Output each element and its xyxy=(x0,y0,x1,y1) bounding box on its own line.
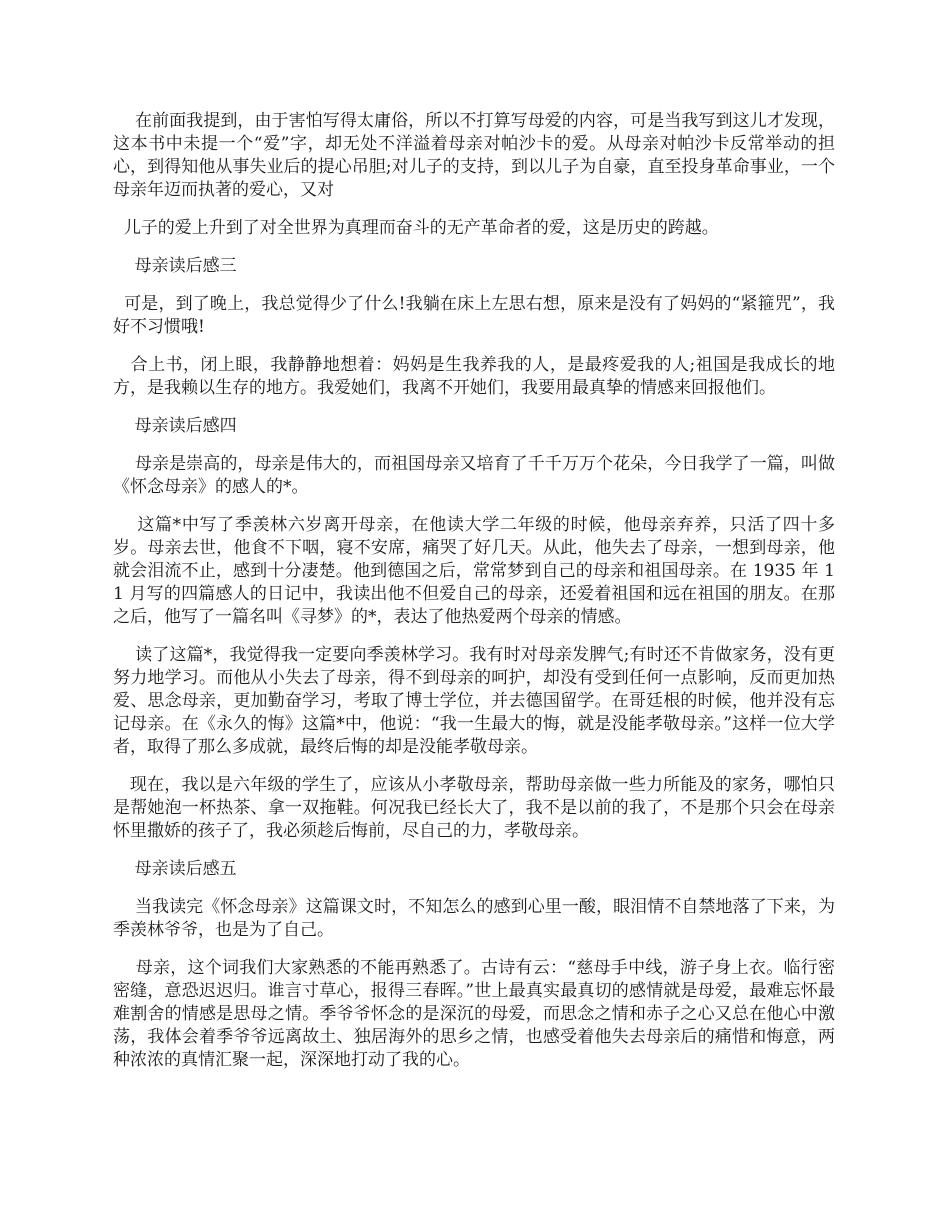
paragraph-2: 儿子的爱上升到了对全世界为真理而奋斗的无产革命者的爱，这是历史的跨越。 xyxy=(113,218,719,238)
paragraph-6: 这篇*中写了季羡林六岁离开母亲，在他读大学二年级的时候，他母亲弃养，只活了四十多岁。母亲去世，他食不下咽，寝不安席，痛哭了好几天。从此，他失去了母亲，一想到母亲，他就会泪流不止，感到十分凄楚。他到德国之后，常常梦到自己的母亲和祖国母亲。在 1935 年 11 月写的四篇感人的日记中，我读出他不但爱自己的母亲，还爱着祖国和远在祖国的朋友。在那之后，他写了一篇名叫《寻梦》的*，表达了他热爱两个母亲的情感。 xyxy=(113,515,835,627)
paragraph-8: 现在，我以是六年级的学生了，应该从小孝敬母亲，帮助母亲做一些力所能及的家务，哪怕只是帮她泡一杯热茶、拿一双拖鞋。何况我已经长大了，我不是以前的我了，不是那个只会在母亲怀里撒娇的孩子了，我必须趁后悔前，尽自己的力，孝敬母亲。 xyxy=(113,775,835,841)
document-body xyxy=(113,110,835,1087)
paragraph-9: 当我读完《怀念母亲》这篇课文时，不知怎么的感到心里一酸，眼泪情不自禁地落了下来，为季羡林爷爷，也是为了自己。 xyxy=(113,897,836,940)
paragraph-4: 合上书，闭上眼，我静静地想着：妈妈是生我养我的人，是最疼爱我的人;祖国是我成长的地方，是我赖以生存的地方。我爱她们，我离不开她们，我要用最真挚的情感来回报他们。 xyxy=(113,355,835,398)
section-heading-5: 母亲读后感五 xyxy=(113,859,237,879)
section-heading-4: 母亲读后感四 xyxy=(113,416,237,436)
section-heading-3: 母亲读后感三 xyxy=(113,256,237,276)
paragraph-5: 母亲是崇高的，母亲是伟大的，而祖国母亲又培育了千千万万个花朵，今日我学了一篇，叫做《怀念母亲》的感人的*。 xyxy=(113,454,836,497)
paragraph-3: 可是，到了晚上，我总觉得少了什么!我躺在床上左思右想，原来是没有了妈妈的“紧箍咒”，我好不习惯哦! xyxy=(113,294,835,337)
paragraph-10: 母亲，这个词我们大家熟悉的不能再熟悉了。古诗有云：“慈母手中线，游子身上衣。临行密密缝，意恐迟迟归。谁言寸草心，报得三春晖。”世上最真实最真切的感情就是母爱，最难忘怀最难割舍的情感是思母之情。季爷爷怀念的是深沉的母爱，而思念之情和赤子之心又总在他心中激荡，我体会着季爷爷远离故土、独居海外的思乡之情，也感受着他失去母亲后的痛惜和悔意，两种浓浓的真情汇聚一起，深深地打动了我的心。 xyxy=(113,958,835,1070)
paragraph-1: 在前面我提到，由于害怕写得太庸俗，所以不打算写母爱的内容，可是当我写到这儿才发现，这本书中未提一个“爱”字，却无处不洋溢着母亲对帕沙卡的爱。从母亲对帕沙卡反常举动的担心，到得知他从事失业后的提心吊胆;对儿子的支持，到以儿子为自豪，直至投身革命事业，一个母亲年迈而执著的爱心，又对 xyxy=(113,111,836,200)
paragraph-7: 读了这篇*，我觉得我一定要向季羡林学习。我有时对母亲发脾气;有时还不肯做家务，没有更努力地学习。而他从小失去了母亲，得不到母亲的呵护，却没有受到任何一点影响，反而更加热爱、思念母亲，更加勤奋学习，考取了博士学位，并去德国留学。在哥廷根的时候，他并没有忘记母亲。在《永久的悔》这篇*中，他说：“我一生最大的悔，就是没能孝敬母亲。”这样一位大学者，取得了那么多成就，最终后悔的却是没能孝敬母亲。 xyxy=(113,645,835,757)
